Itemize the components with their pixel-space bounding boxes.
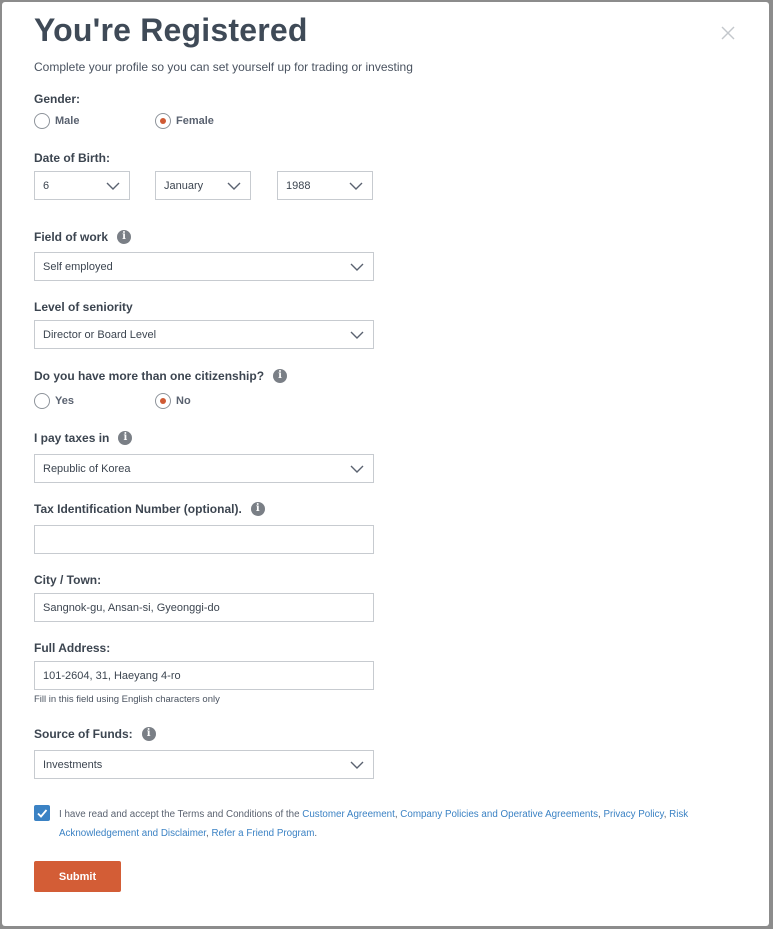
city-label: City / Town:	[34, 573, 102, 587]
radio-circle	[34, 393, 50, 409]
terms-sep: ,	[663, 809, 670, 820]
funds-select[interactable]	[34, 750, 374, 779]
funds-label-text: Source of Funds:	[34, 727, 133, 741]
chevron-down-icon	[349, 758, 365, 772]
seniority-select[interactable]	[34, 320, 374, 349]
terms-sep: ,	[206, 828, 212, 839]
registration-modal	[2, 2, 769, 926]
chevron-down-icon	[226, 179, 242, 193]
terms-prefix: I have read and accept the Terms and Conditions of the	[59, 809, 303, 820]
dob-year-value: 1988	[286, 179, 311, 192]
close-icon	[717, 22, 739, 44]
info-icon[interactable]: i	[118, 431, 132, 445]
taxes-country-value: Republic of Korea	[43, 462, 131, 475]
info-icon[interactable]: i	[273, 369, 287, 383]
chevron-down-icon	[349, 462, 365, 476]
page-subtitle: Complete your profile so you can set yourself up for trading or investing	[34, 60, 413, 74]
radio-label: No	[176, 395, 191, 407]
terms-sep: ,	[394, 809, 401, 820]
citizenship-label	[34, 369, 287, 383]
dob-day-value: 6	[43, 179, 50, 192]
dob-label: Date of Birth:	[34, 151, 110, 165]
taxes-label-text: I pay taxes in	[34, 431, 110, 445]
chevron-down-icon	[349, 260, 365, 274]
link-privacy-policy[interactable]: Privacy Policy	[603, 809, 664, 820]
gender-label: Gender:	[34, 92, 81, 106]
link-company-policies[interactable]: Company Policies and Operative Agreements	[400, 809, 598, 820]
radio-label: Male	[55, 115, 80, 127]
link-customer-agreement[interactable]: Customer Agreement	[302, 809, 395, 820]
gender-radio-female[interactable]	[155, 113, 276, 129]
gender-radio-group	[34, 113, 276, 129]
submit-button[interactable]: Submit	[34, 861, 121, 892]
field-of-work-value: Self employed	[43, 260, 113, 273]
info-icon[interactable]: i	[142, 727, 156, 741]
gender-radio-male[interactable]	[34, 113, 155, 129]
radio-selected-dot	[160, 118, 166, 124]
seniority-value: Director or Board Level	[43, 328, 157, 341]
funds-label	[34, 727, 156, 741]
dob-month-select[interactable]	[155, 171, 251, 200]
link-risk-acknowledgement[interactable]: Risk Acknowledgement and Disclaimer	[59, 809, 689, 839]
address-value: 101-2604, 31, Haeyang 4-ro	[43, 669, 181, 682]
terms-sep: ,	[597, 809, 604, 820]
seniority-label: Level of seniority	[34, 300, 133, 314]
field-of-work-label-text: Field of work	[34, 230, 109, 244]
chevron-down-icon	[105, 179, 121, 193]
radio-selected-dot	[160, 398, 166, 404]
address-input[interactable]	[34, 661, 374, 690]
field-of-work-select[interactable]	[34, 252, 374, 281]
tin-label	[34, 502, 265, 516]
city-input[interactable]	[34, 593, 374, 622]
chevron-down-icon	[348, 179, 364, 193]
terms-suffix: .	[314, 828, 318, 839]
radio-label: Female	[176, 115, 214, 127]
chevron-down-icon	[349, 328, 365, 342]
radio-circle	[155, 393, 171, 409]
checkmark-icon	[36, 807, 48, 819]
dob-month-value: January	[164, 179, 204, 192]
taxes-country-select[interactable]	[34, 454, 374, 483]
link-refer-a-friend[interactable]: Refer a Friend Program	[211, 828, 315, 839]
tin-label-text: Tax Identification Number (optional).	[34, 502, 242, 516]
terms-text	[59, 805, 729, 843]
info-icon[interactable]: i	[117, 230, 131, 244]
address-hint: Fill in this field using English characters only	[34, 694, 220, 705]
radio-circle	[34, 113, 50, 129]
terms-checkbox[interactable]	[34, 805, 50, 821]
field-of-work-label	[34, 230, 131, 244]
funds-value: Investments	[43, 758, 103, 771]
citizenship-radio-yes[interactable]	[34, 393, 155, 409]
citizenship-radio-group	[34, 393, 276, 409]
city-value: Sangnok-gu, Ansan-si, Gyeonggi-do	[43, 601, 220, 614]
taxes-label	[34, 431, 132, 445]
page-title: You're Registered	[34, 12, 308, 48]
tin-input[interactable]	[34, 525, 374, 554]
info-icon[interactable]: i	[251, 502, 265, 516]
dob-year-select[interactable]	[277, 171, 373, 200]
radio-label: Yes	[55, 395, 74, 407]
dob-day-select[interactable]	[34, 171, 130, 200]
citizenship-radio-no[interactable]	[155, 393, 276, 409]
radio-circle	[155, 113, 171, 129]
address-label: Full Address:	[34, 641, 111, 655]
close-button[interactable]	[717, 22, 739, 44]
citizenship-label-text: Do you have more than one citizenship?	[34, 369, 265, 383]
